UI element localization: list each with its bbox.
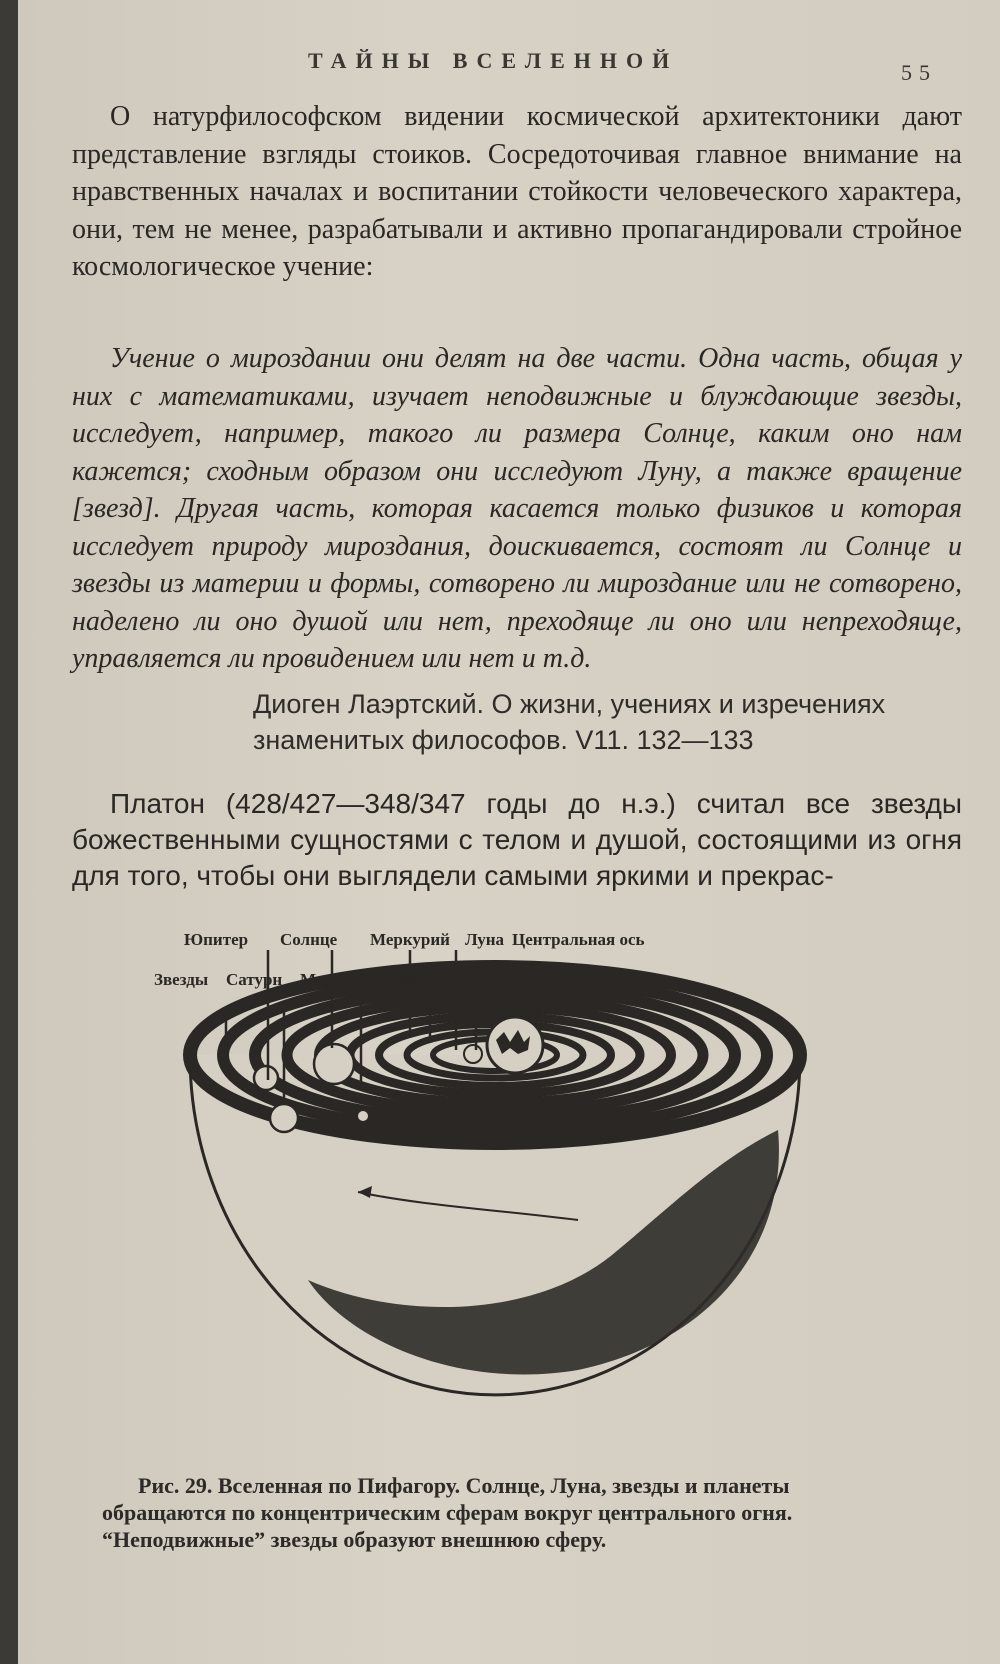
label-sun: Солнце <box>280 930 338 949</box>
caption-line-3: “Неподвижные” звезды образуют внешнюю сферу. <box>102 1527 607 1552</box>
label-moon: Луна <box>465 930 505 949</box>
page-number: 55 <box>901 60 937 85</box>
planet-sun <box>314 1044 354 1084</box>
universe-illustration <box>18 920 1000 1480</box>
caption-line-2: обращаются по концентрическим сферам вокруг центрального огня. <box>102 1500 793 1525</box>
caption-line-1: Рис. 29. Вселенная по Пифагору. Солнце, Луна, звезды и планеты <box>138 1473 790 1498</box>
label-stars: Звезды <box>154 970 209 989</box>
planet-saturn <box>270 1104 298 1132</box>
label-venus: Венера <box>376 970 431 989</box>
label-jupiter: Юпитер <box>184 930 249 949</box>
attribution-line-2: знаменитых философов. V11. 132—133 <box>253 725 754 755</box>
label-mercury: Меркурий <box>370 930 450 949</box>
label-saturn: Сатурн <box>226 970 283 989</box>
planet-earth <box>464 1045 482 1063</box>
attribution-line-1: Диоген Лаэртский. О жизни, учениях и изречениях <box>253 689 886 719</box>
figure-pythagorean-universe <box>18 920 1000 1480</box>
paragraph-stoics: О натурфилософском видении космической архитектоники дают представление взгляды стоиков. Сосредоточивая главное внимание на нравственных началах и воспитании стойкости человеческого характера, они, тем не менее, разрабатывали и активно пропагандировали стройное космологическое учение: <box>72 101 962 282</box>
figure-caption <box>102 1472 932 1553</box>
book-page <box>18 0 1000 1664</box>
running-title: ТАЙНЫ ВСЕЛЕННОЙ <box>308 48 679 73</box>
label-mars: Марс <box>300 970 342 989</box>
paragraph-plato: Платон (428/427—348/347 годы до н.э.) считал все звезды божественными сущностями с телом и душой, состоящими из огня для того, чтобы они выглядели самыми яркими и прекрас- <box>72 788 962 891</box>
label-central-axis: Центральная ось <box>512 930 645 949</box>
quote-diogenes: Учение о мироздании они делят на две части. Одна часть, общая у них с математиками, изучает неподвижные и блуждающие звезды, исследует, например, такого ли размера Солнце, каким оно нам кажется; сходным образом они исследуют Луну, а также вращение [звезд]. Другая часть, которая касается только физиков и которая исследует природу мироздания, доискивается, состоят ли Солнце и звезды из материи и формы, сотворено ли мироздание или не сотворено, наделено ли оно душой или нет, преходяще ли оно или непреходяще, управляется ли провидением или нет и т.д. <box>72 343 962 674</box>
planet-jupiter <box>254 1066 278 1090</box>
planet-mars <box>357 1110 369 1122</box>
label-earth: Земля <box>446 970 493 989</box>
quote-attribution <box>253 686 968 758</box>
